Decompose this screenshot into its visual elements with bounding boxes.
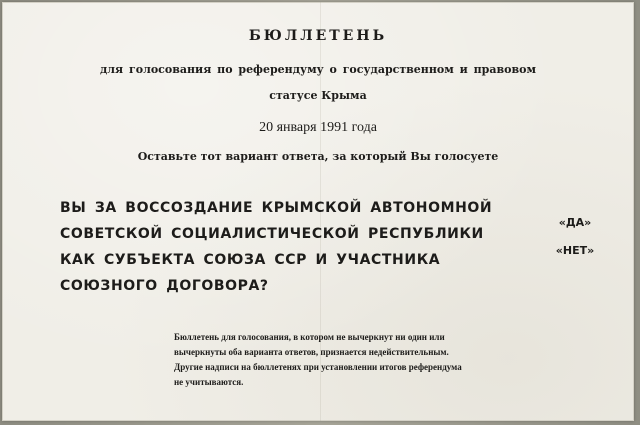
footnote-line-1: Бюллетень для голосования, в котором не вычеркнут ни один или: [174, 332, 445, 342]
ballot-subtitle-line-2: статусе Крыма: [269, 89, 367, 102]
voting-instruction: Оставьте тот вариант ответа, за который Вы голосуете: [137, 150, 499, 163]
ballot-title: БЮЛЛЕТЕНЬ: [248, 28, 388, 44]
footnote-line-2: вычеркнуты оба варианта ответов, признается недействительным.: [174, 347, 449, 357]
answer-option-no[interactable]: «НЕТ»: [555, 244, 595, 257]
question-line-4: СОЮЗНОГО ДОГОВОРА?: [60, 278, 269, 294]
ballot-subtitle-line-1: для голосования по референдуму о государственном и правовом: [99, 63, 537, 76]
question-line-2: СОВЕТСКОЙ СОЦИАЛИСТИЧЕСКОЙ РЕСПУБЛИКИ: [60, 226, 484, 242]
question-line-3: КАК СУБЪЕКТА СОЮЗА ССР И УЧАСТНИКА: [60, 252, 441, 268]
question-line-1: ВЫ ЗА ВОССОЗДАНИЕ КРЫМСКОЙ АВТОНОМНОЙ: [60, 200, 493, 216]
footnote-line-4: не учитываются.: [174, 377, 244, 387]
footnote-line-3: Другие надписи на бюллетенях при установлении итогов референдума: [174, 362, 462, 372]
ballot-date: 20 января 1991 года: [259, 120, 377, 135]
answer-option-yes[interactable]: «ДА»: [558, 216, 592, 229]
ballot-paper: [2, 2, 634, 421]
